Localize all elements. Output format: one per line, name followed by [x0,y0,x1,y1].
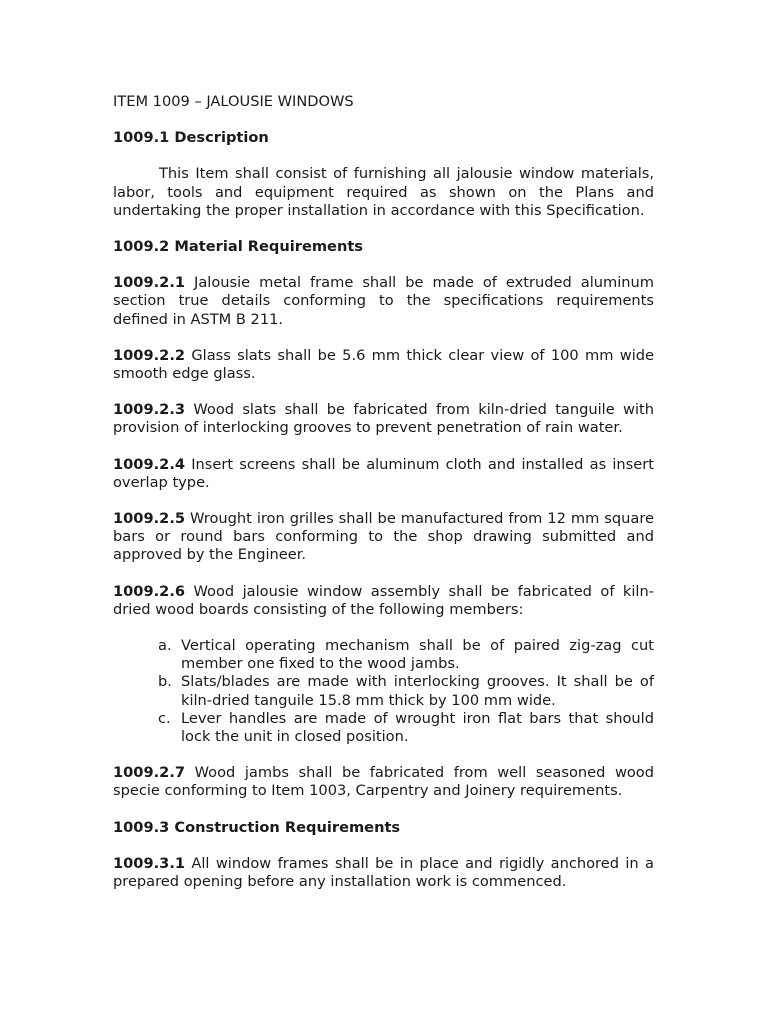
list-item [113,637,654,673]
list-item [113,710,654,746]
clause-number: 1009.2.6 [113,582,186,600]
clause-1009-2-5 [113,510,654,565]
clause-text: Wood slats shall be fabricated from kiln-dried tanguile with provision of interlocking grooves to prevent penetration of rain water. [113,401,654,437]
clause-1009-2-4 [113,456,654,492]
clause-1009-3-1 [113,855,654,891]
section-heading-description: 1009.1 Description [113,129,269,147]
clause-1009-2-3 [113,401,654,437]
clause-number: 1009.2.5 [113,510,186,528]
list-marker: a. [158,637,172,655]
clause-1009-2-2 [113,347,654,383]
clause-number: 1009.2.1 [113,274,186,292]
document-page [113,93,654,909]
clause-text: Wood jambs shall be fabricated from well seasoned wood specie conforming to Item 1003, Carpentry and Joinery requirements. [113,764,654,800]
members-list [113,637,654,746]
clause-text: All window frames shall be in place and rigidly anchored in a prepared opening before any installation work is commenced. [113,854,654,891]
list-item-text: Lever handles are made of wrought iron flat bars that should lock the unit in closed position. [181,709,654,746]
list-item [113,673,654,709]
section-heading-construction-requirements: 1009.3 Construction Requirements [113,818,401,836]
clause-1009-2-6 [113,583,654,619]
list-marker: c. [158,709,171,727]
clause-text: Wood jalousie window assembly shall be fabricated of kiln-dried wood boards consisting of the following members: [113,582,654,618]
section-heading-material-requirements: 1009.2 Material Requirements [113,238,363,256]
clause-1009-2-7 [113,764,654,800]
list-item-text: Slats/blades are made with interlocking grooves. It shall be of kiln-dried tanguile 15.8 mm thick by 100 mm wide. [181,673,654,709]
clause-number: 1009.2.3 [113,401,186,419]
clause-number: 1009.2.7 [113,764,186,782]
clause-number: 1009.2.2 [113,346,186,364]
list-item-text: Vertical operating mechanism shall be of paired zig-zag cut member one fixed to the wood jambs. [181,637,654,673]
description-paragraph: This Item shall consist of furnishing all jalousie window materials, labor, tools and equipment required as shown on the Plans and undertaking the proper installation in accordance with this Specification. [113,165,654,219]
clause-text: Insert screens shall be aluminum cloth and installed as insert overlap type. [113,455,654,491]
clause-text: Wrought iron grilles shall be manufactured from 12 mm square bars or round bars conforming to the shop drawing submitted and approved by the Engineer. [113,510,654,564]
clause-number: 1009.3.1 [113,854,186,872]
list-marker: b. [158,673,172,691]
document-title: ITEM 1009 – JALOUSIE WINDOWS [113,93,354,110]
clause-number: 1009.2.4 [113,455,186,473]
clause-text: Glass slats shall be 5.6 mm thick clear view of 100 mm wide smooth edge glass. [113,346,654,383]
clause-text: Jalousie metal frame shall be made of extruded aluminum section true details conforming to the specifications requirements defined in ASTM B 211. [113,274,654,328]
clause-1009-2-1 [113,274,654,329]
